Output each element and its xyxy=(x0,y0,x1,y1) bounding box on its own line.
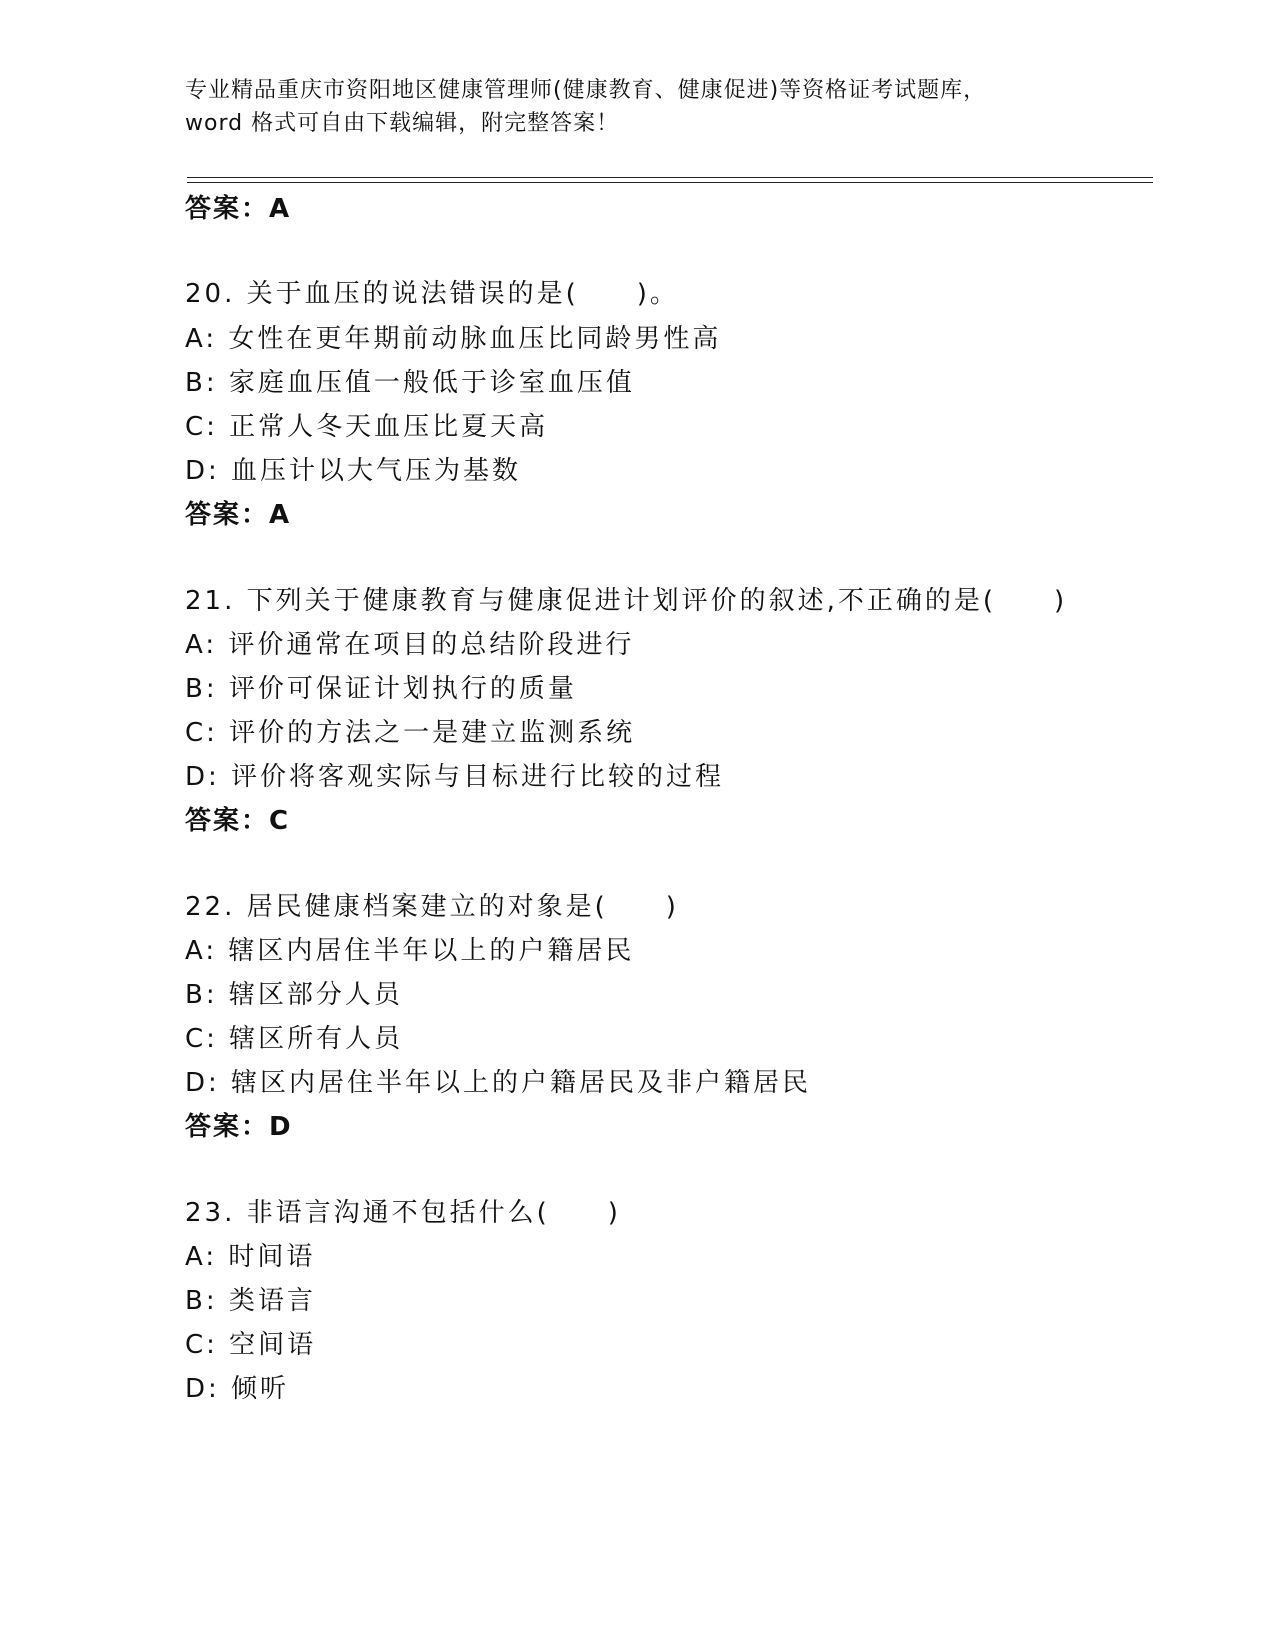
question-21-stem: 21. 下列关于健康教育与健康促进计划评价的叙述,不正确的是( ) xyxy=(185,586,1068,616)
question-20-option-a: A: 女性在更年期前动脉血压比同龄男性高 xyxy=(185,324,722,354)
question-20-stem: 20. 关于血压的说法错误的是( )。 xyxy=(185,279,679,309)
question-21-answer: 答案：C xyxy=(185,806,291,836)
question-23-option-d: D: 倾听 xyxy=(185,1374,290,1404)
question-20-option-c: C: 正常人冬天血压比夏天高 xyxy=(185,412,549,442)
question-22-option-c: C: 辖区所有人员 xyxy=(185,1024,404,1054)
question-20-option-b: B: 家庭血压值一般低于诊室血压值 xyxy=(185,368,635,398)
header-divider-top xyxy=(187,177,1153,178)
question-21-option-c: C: 评价的方法之一是建立监测系统 xyxy=(185,718,636,748)
header-divider-bottom xyxy=(187,182,1153,183)
question-23-option-a: A: 时间语 xyxy=(185,1242,316,1272)
question-21-option-a: A: 评价通常在项目的总结阶段进行 xyxy=(185,630,635,660)
question-21-option-b: B: 评价可保证计划执行的质量 xyxy=(185,674,577,704)
header-line-1: 专业精品重庆市资阳地区健康管理师(健康教育、健康促进)等资格证考试题库， xyxy=(185,78,987,103)
header-line-2: word 格式可自由下载编辑，附完整答案！ xyxy=(185,111,620,136)
document-header xyxy=(185,74,1085,140)
question-21-option-d: D: 评价将客观实际与目标进行比较的过程 xyxy=(185,762,725,792)
question-22-option-d: D: 辖区内居住半年以上的户籍居民及非户籍居民 xyxy=(185,1068,812,1098)
question-22-stem: 22. 居民健康档案建立的对象是( ) xyxy=(185,892,679,922)
question-23-stem: 23. 非语言沟通不包括什么( ) xyxy=(185,1198,621,1228)
question-22-option-a: A: 辖区内居住半年以上的户籍居民 xyxy=(185,936,635,966)
question-23-option-b: B: 类语言 xyxy=(185,1286,316,1316)
question-23-option-c: C: 空间语 xyxy=(185,1330,317,1360)
question-22-option-b: B: 辖区部分人员 xyxy=(185,980,403,1010)
question-22-answer: 答案：D xyxy=(185,1112,293,1142)
question-20-answer: 答案：A xyxy=(185,500,292,530)
previous-answer: 答案：A xyxy=(185,194,292,224)
question-20-option-d: D: 血压计以大气压为基数 xyxy=(185,456,522,486)
